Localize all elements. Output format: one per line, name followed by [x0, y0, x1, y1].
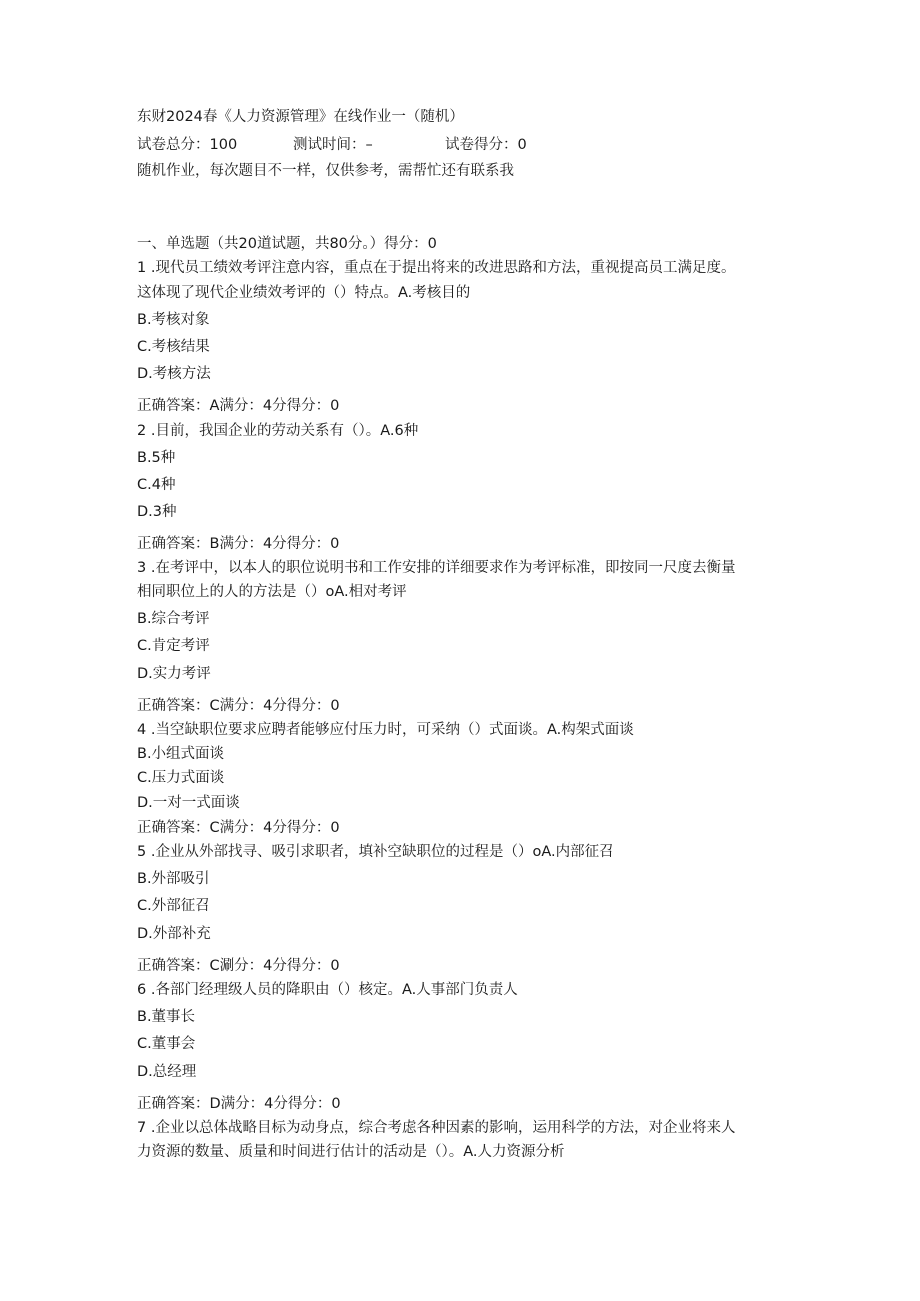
question-4-option-b: B.小组式面谈 — [137, 746, 225, 762]
question-6-stem-line-1: 6 .各部门经理级人员的降职由（）核定。A.人事部门负责人 — [137, 982, 518, 998]
question-7-stem-line-2: 力资源的数量、质量和时间进行估计的活动是（）。A.人力资源分析 — [137, 1144, 565, 1160]
question-6-answer: 正确答案：D满分：4分得分：0 — [137, 1096, 341, 1112]
section-heading: 一、单选题（共20道试题，共80分。）得分：0 — [137, 236, 437, 252]
question-5-option-d: D.外部补充 — [137, 926, 211, 942]
question-3-option-b: B.综合考评 — [137, 611, 210, 627]
question-2-option-c: C.4种 — [137, 477, 176, 493]
question-1-option-c: C.考核结果 — [137, 339, 210, 355]
note-text: 随机作业，每次题目不一样，仅供参考，需帮忙还有联系我 — [137, 163, 514, 179]
question-3-option-c: C.肯定考评 — [137, 638, 210, 654]
test-time: 测试时间：– — [293, 137, 373, 153]
question-7-stem-line-1: 7 .企业以总体战略目标为动身点，综合考虑各种因素的影响，运用科学的方法，对企业将来人 — [137, 1120, 736, 1136]
question-1-option-b: B.考核对象 — [137, 312, 210, 328]
total-score: 试卷总分：100 — [137, 137, 238, 153]
question-1-stem-line-1: 1 .现代员工绩效考评注意内容，重点在于提出将来的改进思路和方法，重视提高员工满足度。 — [137, 260, 736, 276]
question-6-option-d: D.总经理 — [137, 1064, 197, 1080]
question-2-option-d: D.3种 — [137, 504, 177, 520]
question-5-option-c: C.外部征召 — [137, 898, 210, 914]
question-4-answer: 正确答案：C满分：4分得分：0 — [137, 820, 340, 836]
question-3-stem-line-1: 3 .在考评中，以本人的职位说明书和工作安排的详细要求作为考评标准，即按同一尺度去衡量 — [137, 560, 736, 576]
question-5-answer: 正确答案：C涮分：4分得分：0 — [137, 958, 340, 974]
question-2-answer: 正确答案：B满分：4分得分：0 — [137, 536, 340, 552]
question-1-option-d: D.考核方法 — [137, 366, 211, 382]
question-1-answer: 正确答案：A满分：4分得分：0 — [137, 398, 340, 414]
question-3-stem-line-2: 相同职位上的人的方法是（）oA.相对考评 — [137, 584, 407, 600]
question-2-option-b: B.5种 — [137, 450, 176, 466]
question-6-option-c: C.董事会 — [137, 1036, 196, 1052]
score-obtained: 试卷得分：0 — [445, 137, 527, 153]
question-5-option-b: B.外部吸引 — [137, 871, 210, 887]
question-2-stem-line-1: 2 .目前，我国企业的劳动关系有（）。A.6种 — [137, 423, 419, 439]
question-6-option-b: B.董事长 — [137, 1009, 196, 1025]
question-5-stem-line-1: 5 .企业从外部找寻、吸引求职者，填补空缺职位的过程是（）oA.内部征召 — [137, 844, 614, 860]
question-1-stem-line-2: 这体现了现代企业绩效考评的（）特点。A.考核目的 — [137, 285, 471, 301]
question-3-answer: 正确答案：C满分：4分得分：0 — [137, 698, 340, 714]
document-title: 东财2024春《人力资源管理》在线作业一（随机） — [137, 109, 464, 125]
question-4-option-d: D.一对一式面谈 — [137, 795, 240, 811]
question-4-option-c: C.压力式面谈 — [137, 770, 225, 786]
exam-meta-row — [137, 135, 527, 155]
question-3-option-d: D.实力考评 — [137, 666, 211, 682]
question-4-stem-line-1: 4 .当空缺职位要求应聘者能够应付压力时，可采纳（）式面谈。A.构架式面谈 — [137, 722, 634, 738]
